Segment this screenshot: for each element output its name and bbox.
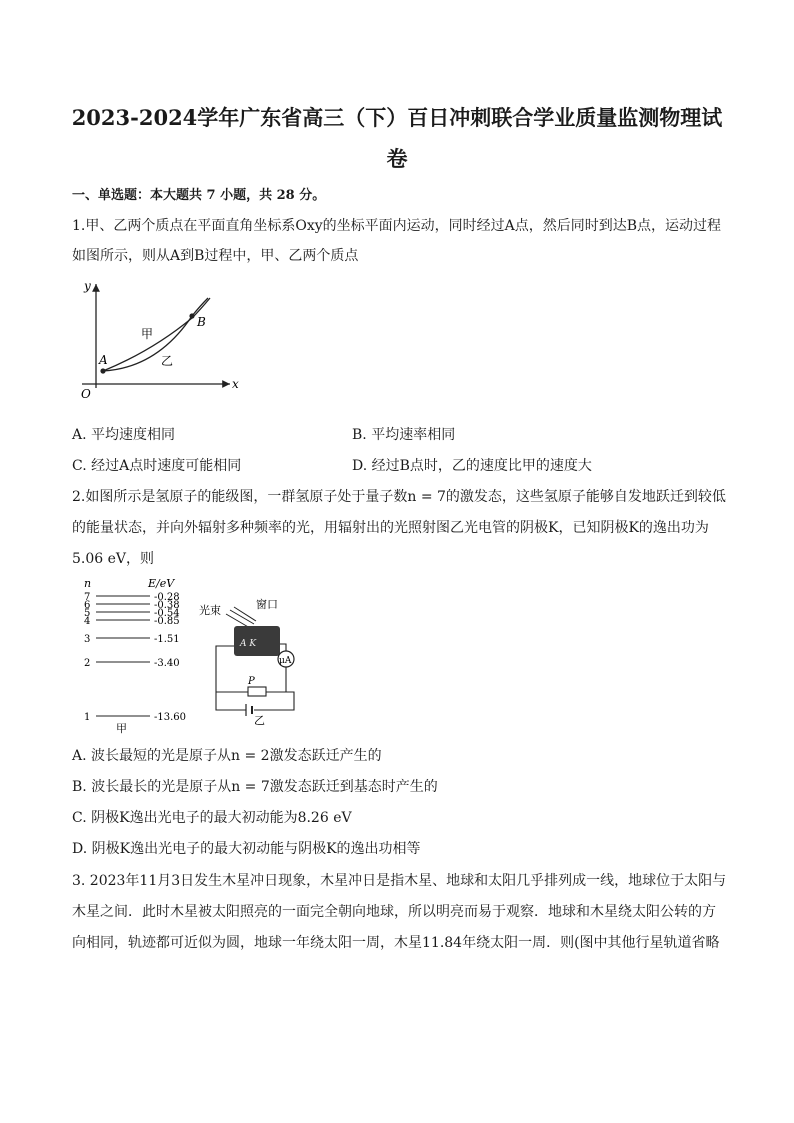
level-n-label: 4 [84,616,91,627]
n-header: n [84,577,92,590]
level-n-label: 1 [84,712,91,723]
level-n-label: 6 [84,600,91,611]
q2-option-d[interactable]: D. 阴极K逸出光电子的最大初动能与阴极K的逸出功相等 [72,841,421,857]
path-jia [103,298,210,371]
level-energy-label: -0.54 [154,608,180,619]
diagram-caption-yi: 乙 [254,714,265,726]
label-jia: 甲 [141,327,154,341]
y-axis-label: y [84,279,91,293]
energy-level-diagram [80,576,200,734]
level-energy-label: -13.60 [154,712,187,723]
level-n-label: 2 [84,658,91,669]
section-heading: 一、单选题：本大题共 7 小题，共 28 分。 [72,188,326,203]
q1-option-b[interactable]: B. 平均速率相同 [352,427,456,443]
point-a [100,368,105,373]
e-header: E/eV [148,577,175,590]
beam-label: 光束 [199,604,221,617]
light-beam [226,614,250,628]
window-label: 窗口 [256,598,278,611]
slider-p-label: P [248,676,255,687]
q2-stem-line2: 的能量状态，并向外辐射多种频率的光，用辐射出的光照射图乙光电管的阴极K，已知阴极K的逸出功为 [72,520,709,536]
origin-label: O [81,387,91,401]
q1-stem-line1: 1.甲、乙两个质点在平面直角坐标系Oxy的坐标平面内运动，同时经过A点，然后同时到达B点，运动过程 [72,218,722,234]
q1-option-a[interactable]: A. 平均速度相同 [72,427,176,443]
q3-stem-line1: 3. 2023年11月3日发生木星冲日现象，木星冲日是指木星、地球和太阳几乎排列成一线，地球位于太阳与 [72,873,727,889]
photocell-circuit [196,596,306,726]
q1-option-d[interactable]: D. 经过B点时，乙的速度比甲的速度大 [352,458,592,474]
q3-stem-line2: 木星之间．此时木星被太阳照亮的一面完全朝向地球，所以明亮而易于观察．地球和木星绕太阳公转的方 [72,904,716,920]
page-title: 2023-2024学年广东省高三（下）百日冲刺联合学业质量监测物理试 [71,105,723,130]
level-n-label: 5 [84,608,91,619]
level-energy-label: -0.38 [154,600,180,611]
label-b: B [197,315,206,329]
diagram-caption-jia: 甲 [116,722,127,734]
rheostat [248,687,266,696]
label-a: A [99,353,108,367]
q1-option-c[interactable]: C. 经过A点时速度可能相同 [72,458,242,474]
level-n-label: 3 [84,634,91,645]
q1-stem-line2: 如图所示，则从A到B过程中，甲、乙两个质点 [72,248,359,264]
q2-stem-line1: 2.如图所示是氢原子的能级图，一群氢原子处于量子数n = 7的激发态，这些氢原子能够自发地跃迁到较低 [72,489,726,505]
point-b [189,313,194,318]
path-yi [103,298,208,371]
level-energy-label: -0.85 [154,616,180,627]
label-yi: 乙 [161,354,174,368]
q2-stem-line3: 5.06 eV，则 [72,551,155,567]
q2-option-c[interactable]: C. 阴极K逸出光电子的最大初动能为8.26 eV [72,810,352,826]
tube-label: A K [240,639,257,649]
q1-figure [72,276,252,406]
level-energy-label: -3.40 [154,658,180,669]
q3-stem-line3: 向相同，轨迹都可近似为圆，地球一年绕太阳一周，木星11.84年绕太阳一周．则(图中其他行星轨道省略 [72,935,720,951]
page-title-cont: 卷 [386,146,408,171]
x-axis-label: x [232,377,239,391]
level-energy-label: -1.51 [154,634,180,645]
level-energy-label: -0.28 [154,592,180,603]
q2-option-a[interactable]: A. 波长最短的光是原子从n = 2激发态跃迁产生的 [72,748,382,764]
q2-option-b[interactable]: B. 波长最长的光是原子从n = 7激发态跃迁到基态时产生的 [72,779,438,795]
meter-label: μA [279,656,292,666]
level-n-label: 7 [84,592,91,603]
